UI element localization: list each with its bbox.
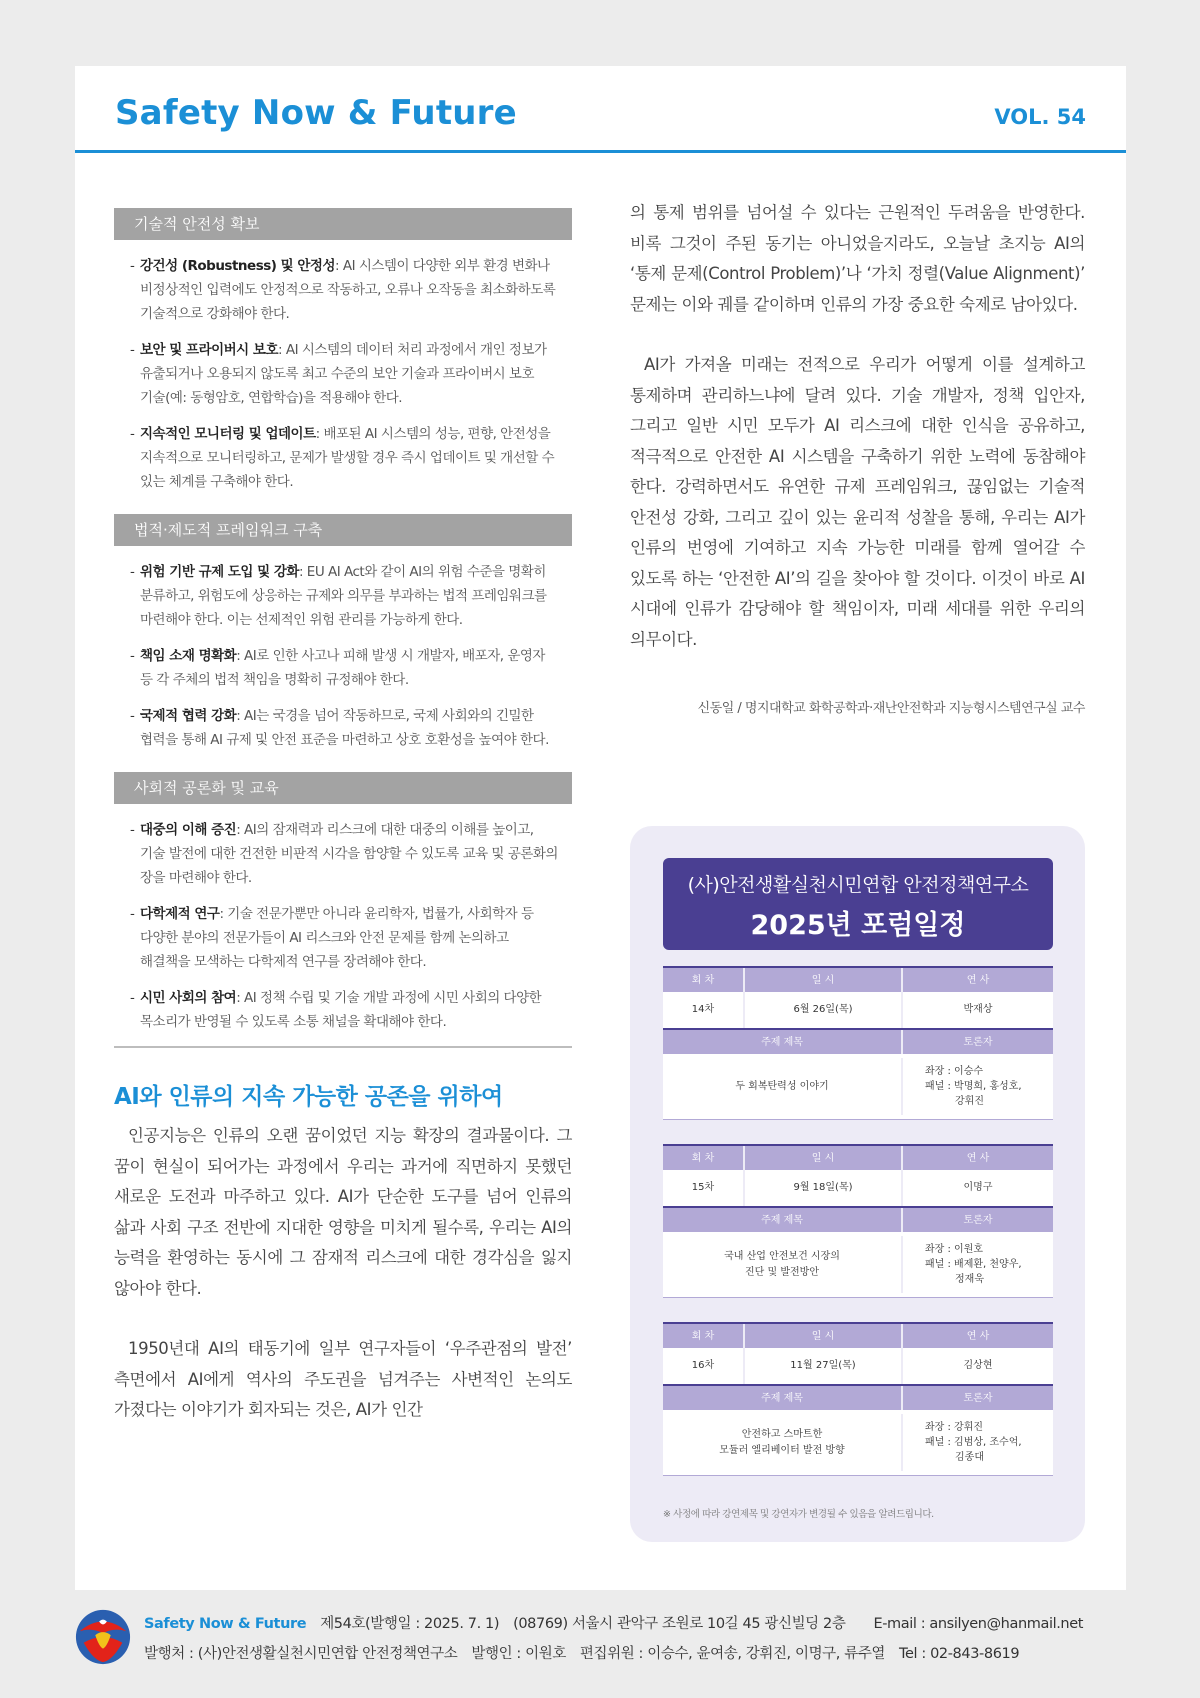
bullet-item: - 시민 사회의 참여: AI 정책 수립 및 기술 개발 과정에 시민 사회의 다양한 목소리가 반영될 수 있도록 소통 채널을 확대해야 한다. [114, 986, 572, 1034]
bullet-item: - 다학제적 연구: 기술 전문가뿐만 아니라 윤리학자, 법률가, 사회학자 등 다양한 분야의 전문가들이 AI 리스크와 안전 문제를 함께 논의하고 해결책을 모색하는 다학제적 연구를 장려해야 한다. [114, 902, 572, 974]
article-paragraph: AI가 가져올 미래는 전적으로 우리가 어떻게 이를 설계하고 통제하며 관리하느냐에 달려 있다. 기술 개발자, 정책 입안자, 그리고 일반 시민 모두가 AI 리스크에 대한 인식을 공유하고, 적극적으로 안전한 AI 시스템을 구축하기 위한 노력에 동참해야 한다. 강력하면서도 유연한 규제 프레임워크, 끊임없는 기술적 안전성 강화, 그리고 깊이 있는 윤리적 성찰을 통해, 우리는 AI가 인류의 번영에 기여하고 지속 가능한 미래를 함께 열어갈 수 있도록 하는 ‘안전한 AI’의 길을 찾아야 할 것이다. 이것이 바로 AI 시대에 인류가 감당해야 할 책임이자, 미래 세대를 위한 우리의 의무이다. [630, 355, 1085, 649]
footer-publisher-org: 발행처 : (사)안전생활실천시민연합 안전정책연구소 [144, 1646, 458, 1662]
left-column [114, 208, 572, 1426]
footer-address: (08769) 서울시 관악구 조원로 10길 45 광신빌딩 2층 [513, 1616, 846, 1632]
author-credit: 신동일 / 명지대학교 화학공학과·재난안전학과 지능형시스템연구실 교수 [697, 701, 1085, 716]
forum-title-box [663, 858, 1053, 950]
forum-title: 2025년 포럼일정 [750, 910, 966, 941]
table-row: 국내 산업 안전보건 시장의 진단 및 발전방안 좌장 : 이원호 패널 : 배제환, 천양우, 정재욱 [663, 1232, 1053, 1298]
table-header-row: 회 차 일 시 연 사 [663, 1322, 1053, 1348]
footer-email: E-mail : ansilyen@hanmail.net [873, 1616, 1084, 1632]
table-row: 16차 11월 27일(목) 김상현 [663, 1348, 1053, 1384]
table-header-row: 주제 제목 토론자 [663, 1028, 1053, 1054]
footer [0, 1600, 1200, 1698]
bullet-item: - 책임 소재 명확화: AI로 인한 사고나 피해 발생 시 개발자, 배포자, 운영자 등 각 주체의 법적 책임을 명확히 규정해야 한다. [114, 644, 572, 692]
table-row: 두 회복탄력성 이야기 좌장 : 이승수 패널 : 박명희, 홍성호, 강휘진 [663, 1054, 1053, 1120]
article-paragraph: 의 통제 범위를 넘어설 수 있다는 근원적인 두려움을 반영한다. 비록 그것이 주된 동기는 아니었을지라도, 오늘날 초지능 AI의 ‘통제 문제(Control Problem)’나 ‘가치 정렬(Value Alignment)’ 문제는 이와 궤를 같이하며 인류의 가장 중요한 숙제로 남아있다. [630, 203, 1085, 314]
table-header-row: 주제 제목 토론자 [663, 1206, 1053, 1232]
forum-note: ※ 사정에 따라 강연제목 및 강연자가 변경될 수 있음을 알려드립니다. [663, 1509, 934, 1520]
table-row: 15차 9월 18일(목) 이명구 [663, 1170, 1053, 1206]
bullet-item: - 대중의 이해 증진: AI의 잠재력과 리스크에 대한 대중의 이해를 높이고, 기술 발전에 대한 건전한 비판적 시각을 함양할 수 있도록 교육 및 공론화의 장을 마련해야 한다. [114, 818, 572, 890]
table-header-row: 회 차 일 시 연 사 [663, 1144, 1053, 1170]
organization-logo-icon [74, 1608, 132, 1666]
right-column [630, 198, 1085, 716]
bullet-item: - 국제적 협력 강화: AI는 국경을 넘어 작동하므로, 국제 사회와의 긴밀한 협력을 통해 AI 규제 및 안전 표준을 마련하고 상호 호환성을 높여야 한다. [114, 704, 572, 752]
header-divider [75, 150, 1126, 153]
table-row: 안전하고 스마트한 모듈러 엘리베이터 발전 방향 좌장 : 강휘진 패널 : 김범상, 조수억, 김종대 [663, 1410, 1053, 1476]
section-header-social: 사회적 공론화 및 교육 [114, 772, 572, 804]
section-divider [114, 1046, 572, 1048]
forum-event [663, 1144, 1053, 1298]
footer-tel: Tel : 02-843-8619 [899, 1646, 1020, 1662]
section-header-legal: 법적·제도적 프레임워크 구축 [114, 514, 572, 546]
newsletter-title: Safety Now & Future [115, 93, 517, 133]
footer-editors: 편집위원 : 이승수, 윤여송, 강휘진, 이명구, 류주열 [579, 1646, 886, 1662]
article-paragraph: 1950년대 AI의 태동기에 일부 연구자들이 ‘우주관점의 발전’ 측면에서 AI에게 역사의 주도권을 넘겨주는 사변적인 논의도 가졌다는 이야기가 회자되는 것은, AI가 인간 [114, 1339, 572, 1419]
footer-brand: Safety Now & Future [144, 1616, 307, 1632]
forum-event [663, 1322, 1053, 1476]
footer-issue: 제54호(발행일 : 2025. 7. 1) [320, 1616, 500, 1632]
forum-event [663, 966, 1053, 1120]
footer-line-1 [144, 1612, 1083, 1633]
bullet-item: - 강건성 (Robustness) 및 안정성: AI 시스템이 다양한 외부 환경 변화나 비정상적인 입력에도 안정적으로 작동하고, 오류나 오작동을 최소화하도록 기술적으로 강화해야 한다. [114, 254, 572, 326]
table-header-row: 회 차 일 시 연 사 [663, 966, 1053, 992]
article-paragraph: 인공지능은 인류의 오랜 꿈이었던 지능 확장의 결과물이다. 그 꿈이 현실이 되어가는 과정에서 우리는 과거에 직면하지 못했던 새로운 도전과 마주하고 있다. AI가 단순한 도구를 넘어 인류의 삶과 사회 구조 전반에 지대한 영향을 미치게 될수록, 우리는 AI의 능력을 환영하는 동시에 그 잠재적 리스크에 대한 경각심을 잃지 않아야 한다. [114, 1126, 572, 1298]
volume-number: VOL. 54 [994, 105, 1086, 129]
section-header-technical: 기술적 안전성 확보 [114, 208, 572, 240]
table-header-row: 주제 제목 토론자 [663, 1384, 1053, 1410]
table-row: 14차 6월 26일(목) 박재상 [663, 992, 1053, 1028]
article-title: AI와 인류의 지속 가능한 공존을 위하여 [114, 1084, 503, 1110]
bullet-item: - 지속적인 모니터링 및 업데이트: 배포된 AI 시스템의 성능, 편향, 안전성을 지속적으로 모니터링하고, 문제가 발생할 경우 즉시 업데이트 및 개선할 수 있는 체계를 구축해야 한다. [114, 422, 572, 494]
forum-org: (사)안전생활실천시민연합 안전정책연구소 [687, 874, 1029, 896]
footer-line-2 [144, 1642, 1019, 1663]
bullet-item: - 위험 기반 규제 도입 및 강화: EU AI Act와 같이 AI의 위험 수준을 명확히 분류하고, 위험도에 상응하는 규제와 의무를 부과하는 법적 프레임워크를 마련해야 한다. 이는 선제적인 위험 관리를 가능하게 한다. [114, 560, 572, 632]
bullet-item: - 보안 및 프라이버시 보호: AI 시스템의 데이터 처리 과정에서 개인 정보가 유출되거나 오용되지 않도록 최고 수준의 보안 기술과 프라이버시 보호 기술(예: 동형암호, 연합학습)을 적용해야 한다. [114, 338, 572, 410]
footer-publisher: 발행인 : 이원호 [471, 1646, 566, 1662]
forum-schedule-card [630, 826, 1085, 1542]
